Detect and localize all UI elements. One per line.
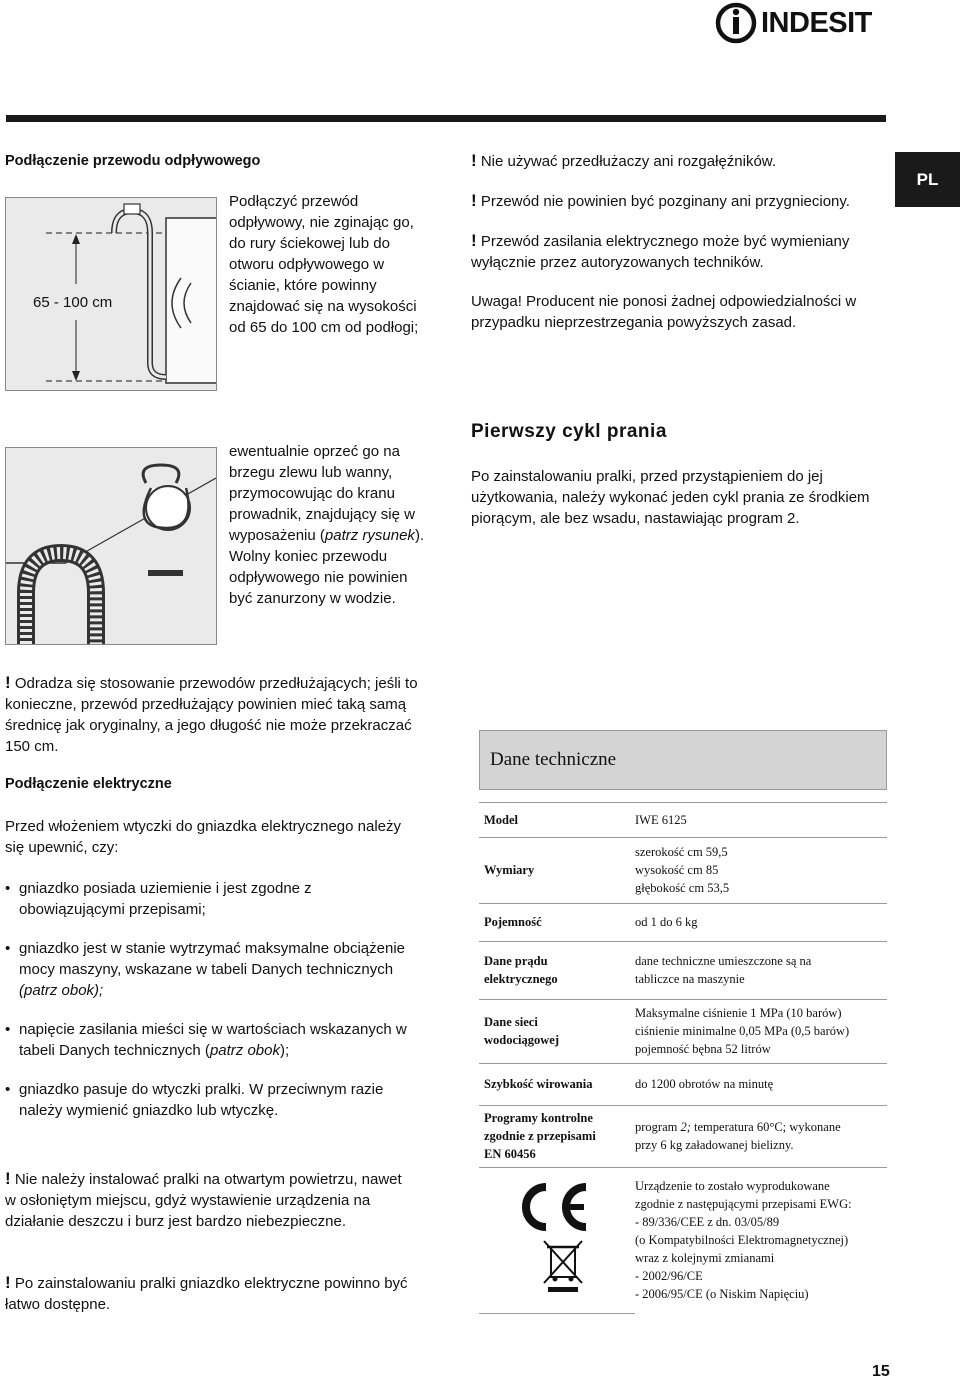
first-cycle-text: Po zainstalowaniu pralki, przed przystąpieniem do jej użytkowania, należy wykonać jeden cykl prania ze środkiem piorącym, ale bez wsadu, nastawiając program 2. [471,468,870,527]
checklist-item: • gniazdko pasuje do wtyczki pralki. W przeciwnym razie należy wymienić gniazdko lub wtyczkę. [5,1079,415,1121]
sink-hook-figure [5,447,217,645]
ce-and-weee-icons [512,1175,622,1305]
spec-key: Pojemność [479,903,635,941]
spec-value: IWE 6125 [635,803,887,837]
spec-value-line: dane techniczne umieszczone są na [635,954,812,968]
checklist-item [5,938,415,1001]
spec-value-line: pojemność bębna 52 litrów [635,1042,771,1056]
warning-mark: ! [5,673,11,692]
warning-item [471,150,891,172]
tech-data-table [479,730,887,1314]
header-rule [6,115,886,122]
warning-item-text: Nie używać przedłużaczy ani rozgałęźników. [480,153,776,170]
checklist-item-italic: (patrz obok); [19,982,104,999]
conformity-statement [635,1167,887,1313]
language-tab-label: PL [916,169,939,189]
certification-marks [479,1167,635,1313]
checklist-item [5,1019,415,1061]
drain-height-label: 65 - 100 cm [33,294,113,311]
spec-key: Wymiary [479,837,635,903]
spec-value [635,999,887,1063]
spec-key-line: Dane prądu [484,954,548,968]
spec-key: Model [479,803,635,837]
warnings-list [471,150,891,333]
conformity-line: Urządzenie to zostało wyprodukowane [635,1179,830,1194]
outdoor-warning [5,1168,415,1232]
page-number: 15 [872,1363,890,1380]
warning-mark: ! [471,191,477,210]
spec-key-line: Dane sieci [484,1015,538,1029]
warning-mark: ! [5,1169,11,1188]
warning-mark: ! [471,231,477,250]
electric-title: Podłączenie elektryczne [5,776,172,792]
conformity-line: - 89/336/CEE z dn. 03/05/89 [635,1215,780,1230]
warning-item [471,190,891,212]
drain-text-2-a: ewentualnie oprzeć go na brzegu zlewu lub wanny, przymocowując do kranu prowadnik, znajdujący się w wyposażeniu ( [229,443,415,544]
spec-row-conformity [479,1167,887,1313]
spec-row-model [479,803,887,837]
spec-value [635,941,887,999]
spec-value-italic: 2; [680,1120,691,1134]
spec-key-line: zgodnie z przepisami [484,1129,596,1143]
spec-value [635,1105,887,1167]
spec-value-part: program [635,1120,681,1134]
drain-text-2-b: ). Wolny koniec przewodu odpływowego nie powinien być zanurzony w wodzie. [229,527,425,607]
warning-mark: ! [5,1273,11,1292]
conformity-line: - 2002/96/CE [635,1269,703,1284]
spec-value-line: ciśnienie minimalne 0,05 MPa (0,5 barów) [635,1024,850,1038]
spec-row-water [479,999,887,1063]
brand-name: INDESIT [761,7,872,39]
spec-key-line: wodociągowej [484,1033,559,1047]
spec-value-line: głębokość cm 53,5 [635,881,730,895]
spec-value-line [635,1118,887,1136]
tech-data-header [479,730,887,790]
manufacturer-note: Uwaga! Producent nie ponosi żadnej odpowiedzialności w przypadku nieprzestrzegania powyższych zasad. [471,293,857,331]
spec-row-programs [479,1105,887,1167]
drain-text-1: Podłączyć przewód odpływowy, nie zginając go, do rury ściekowej lub do otworu odpływowego w ścianie, które powinny znajdować się na wysokości od 65 do 100 cm od podłogi; [229,193,419,336]
spec-value-line: szerokość cm 59,5 [635,845,728,859]
drain-text-2-italic: patrz rysunek [324,527,415,544]
warning-item-text: Przewód zasilania elektrycznego może być wymieniany wyłącznie przez autoryzowanych techników. [471,233,850,271]
spec-row-dimensions [479,837,887,903]
spec-row-spin [479,1063,887,1105]
spec-value-line: tabliczce na maszynie [635,972,745,986]
outdoor-warning-text: Nie należy instalować pralki na otwartym powietrzu, nawet w osłoniętym miejscu, gdyż wystawienie urządzenia na działanie deszczu i burz jest bardzo niebezpieczne. [5,1171,402,1230]
spec-key-line: Programy kontrolne [484,1111,593,1125]
tech-data-rows [479,803,887,1314]
spec-value-line: Maksymalne ciśnienie 1 MPa (10 barów) [635,1006,842,1020]
language-tab [895,152,960,207]
checklist-item-text: gniazdko jest w stanie wytrzymać maksymalne obciążenie mocy maszyny, wskazane w tabeli Danych technicznych [19,940,405,978]
tech-data-title: Dane techniczne [490,749,617,770]
ce-mark-icon [526,1187,586,1227]
sink-hook-illustration [6,448,216,644]
spec-value-line: wysokość cm 85 [635,863,719,877]
spec-key [479,941,635,999]
socket-access-warning [5,1272,415,1315]
weee-bin-icon [544,1241,582,1292]
spec-key-line: EN 60456 [484,1147,536,1161]
spec-value: od 1 do 6 kg [635,903,887,941]
spec-row-capacity [479,903,887,941]
spec-row-electric [479,941,887,999]
conformity-line: (o Kompatybilności Elektromagnetycznej) [635,1233,849,1248]
socket-access-warning-text: Po zainstalowaniu pralki gniazdko elektryczne powinno być łatwo dostępne. [5,1275,408,1313]
drain-warning-text: Odradza się stosowanie przewodów przedłużających; jeśli to konieczne, przewód przedłużający powinien mieć taką samą średnicę jak oryginalny, a jego długość nie może przekraczać 150 cm. [5,675,418,755]
drain-extension-warning [5,672,425,757]
tech-data-spacer [479,790,887,803]
warning-mark: ! [471,151,477,170]
checklist-item-text: napięcie zasilania mieści się w wartościach wskazanych w tabeli Danych technicznych ( [19,1021,407,1059]
drain-title: Podłączenie przewodu odpływowego [5,153,261,169]
checklist-item-text: ); [279,1042,290,1059]
conformity-line: wraz z kolejnymi zmianami [635,1251,775,1266]
checklist-item-italic: patrz obok [209,1042,280,1059]
warning-item [471,230,891,273]
spec-value-part: temperatura 60°C; wykonane [690,1120,841,1134]
drain-height-figure [5,197,217,391]
spec-value [635,837,887,903]
spec-key: Szybkość wirowania [479,1063,635,1105]
conformity-line: - 2006/95/CE (o Niskim Napięciu) [635,1287,809,1302]
conformity-line: zgodnie z następującymi przepisami EWG: [635,1197,852,1212]
warning-item-text: Przewód nie powinien być pozginany ani przygnieciony. [480,193,850,210]
drain-text-2 [229,441,429,609]
brand-logo [715,2,890,44]
spec-value: do 1200 obrotów na minutę [635,1063,887,1105]
electric-intro: Przed włożeniem wtyczki do gniazdka elektrycznego należy się upewnić, czy: [5,818,402,856]
spec-key [479,999,635,1063]
checklist-item: • gniazdko posiada uziemienie i jest zgodne z obowiązującymi przepisami; [5,878,415,920]
spec-key [479,1105,635,1167]
spec-value-line: przy 6 kg załadowanej bielizny. [635,1138,794,1152]
first-cycle-title: Pierwszy cykl prania [471,421,667,442]
indesit-logo-icon [715,2,757,44]
spec-key-line: elektrycznego [484,972,558,986]
electric-checklist [5,878,415,1139]
